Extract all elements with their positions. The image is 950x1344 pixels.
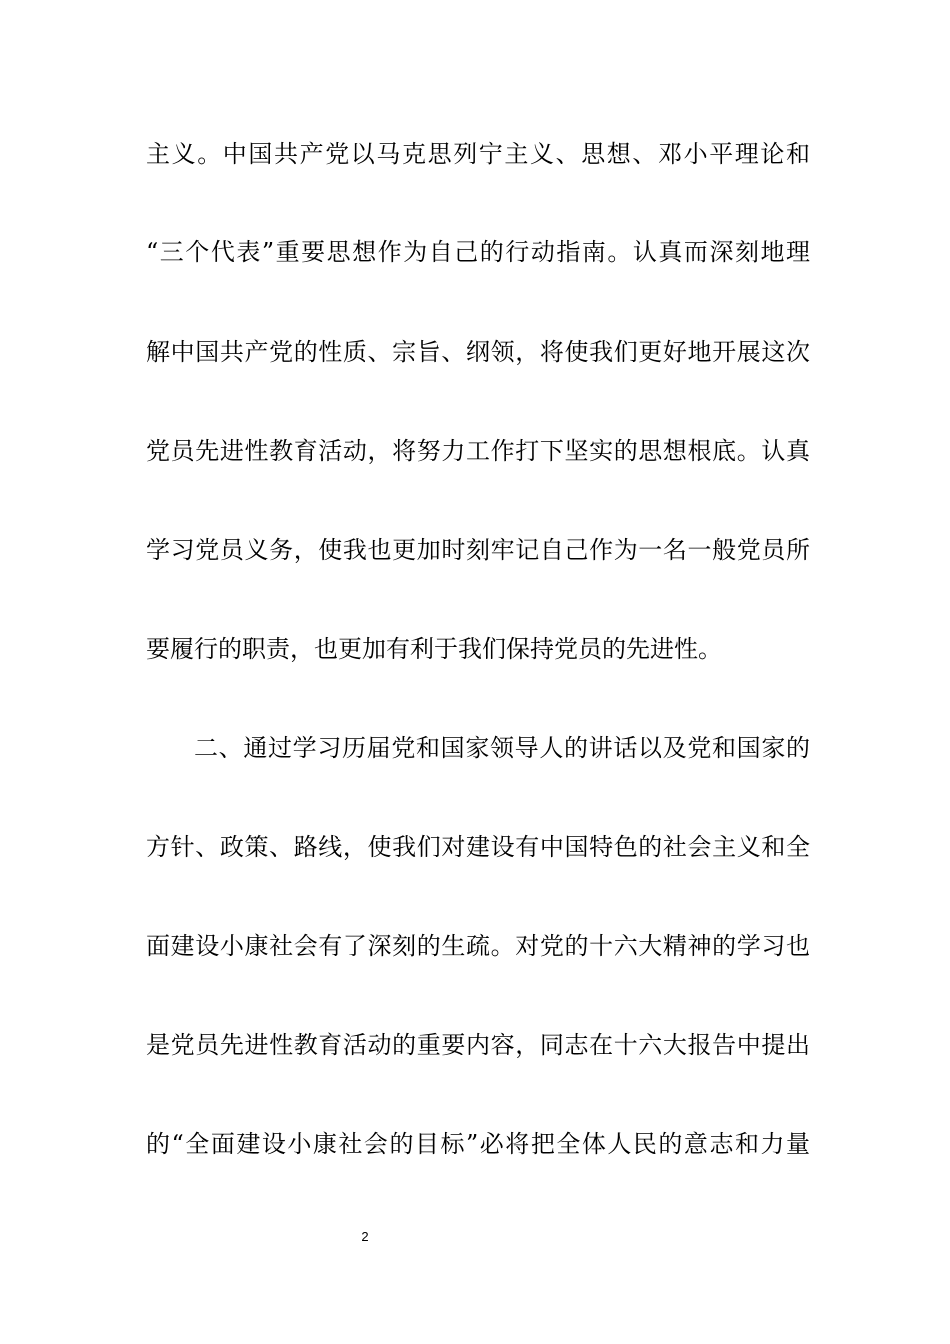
page-number: 2 (361, 1229, 369, 1244)
paragraph-2-line-1: 二、通过学习历届党和国家领导人的讲话以及党和国家的 (194, 734, 810, 762)
paragraph-2-line-4: 是党员先进性教育活动的重要内容，同志在十六大报告中提出 (146, 1031, 810, 1059)
paragraph-1-line-4: 党员先进性教育活动，将努力工作打下坚实的思想根底。认真 (146, 437, 810, 465)
paragraph-1-line-1: 主义。中国共产党以马克思列宁主义、思想、邓小平理论和 (146, 140, 810, 168)
paragraph-1-line-2: “三个代表”重要思想作为自己的行动指南。认真而深刻地理 (146, 238, 810, 266)
paragraph-2-line-5: 的“全面建设小康社会的目标”必将把全体人民的意志和力量 (146, 1130, 810, 1158)
paragraph-2-line-2: 方针、政策、路线，使我们对建设有中国特色的社会主义和全 (146, 833, 810, 861)
paragraph-1-line-5: 学习党员义务，使我也更加时刻牢记自己作为一名一般党员所 (146, 536, 810, 564)
paragraph-1-line-3: 解中国共产党的性质、宗旨、纲领，将使我们更好地开展这次 (146, 338, 810, 366)
paragraph-1-line-6: 要履行的职责，也更加有利于我们保持党员的先进性。 (146, 635, 722, 663)
paragraph-2-line-3: 面建设小康社会有了深刻的生疏。对党的十六大精神的学习也 (146, 932, 810, 960)
